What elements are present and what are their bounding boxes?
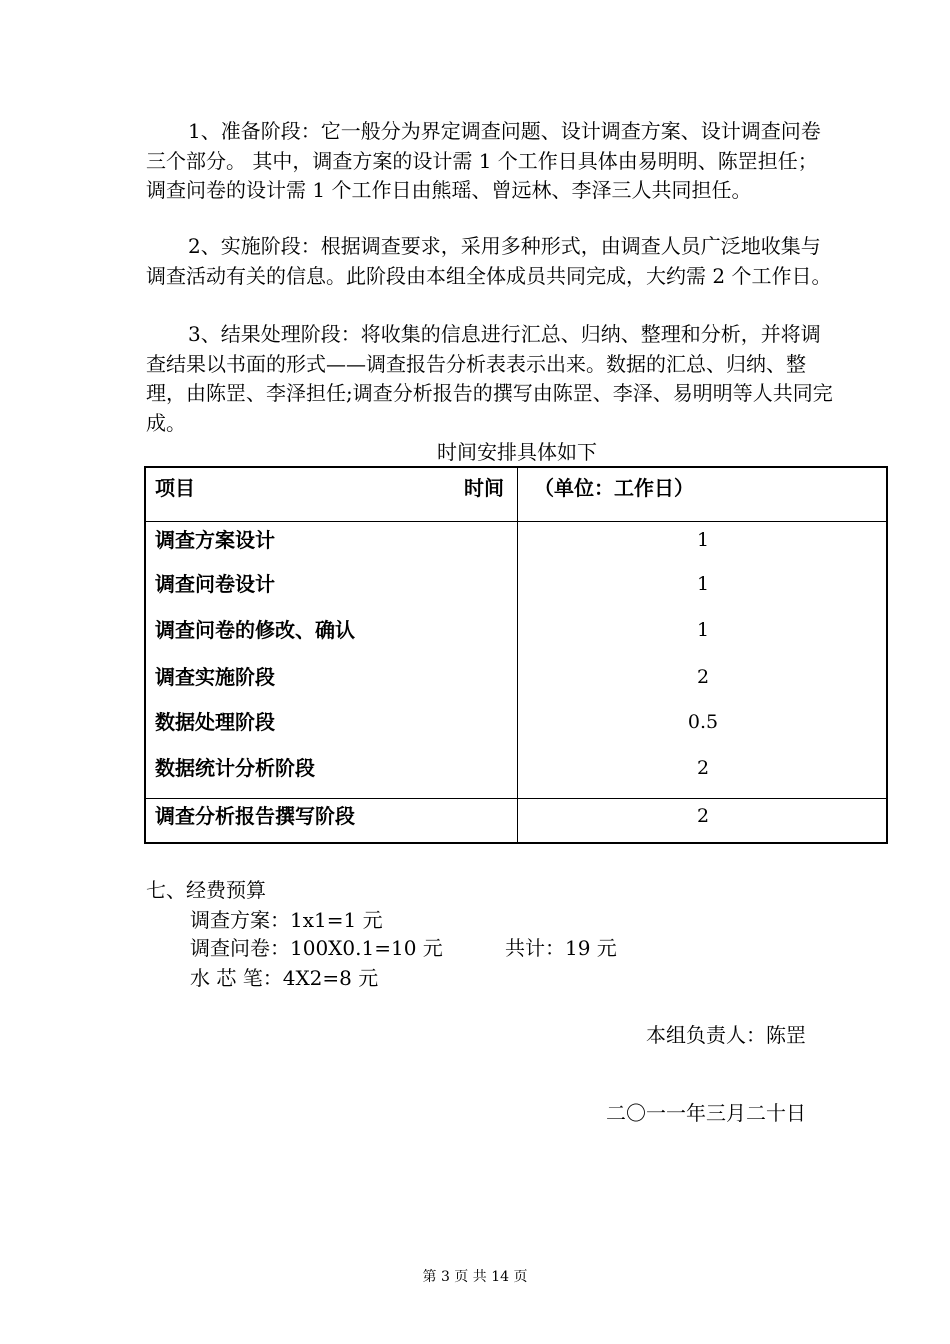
table-header-divider — [146, 521, 886, 522]
responsible-person: 本组负责人：陈罡 — [646, 1023, 806, 1047]
page-footer: 第 3 页 共 14 页 — [422, 1269, 528, 1285]
row-label-statistical-analysis: 数据统计分析阶段 — [155, 756, 315, 780]
budget-heading: 七、经费预算 — [146, 878, 266, 902]
budget-item-pens: 水 芯 笔：4X2=8 元 — [190, 966, 379, 990]
row-label-plan-design: 调查方案设计 — [155, 528, 275, 552]
row-label-report-writing: 调查分析报告撰写阶段 — [155, 804, 355, 828]
paragraph-preparation: 1、准备阶段：它一般分为界定调查问题、设计调查方案、设计调查问卷三个部分。 其中，调查方案的设计需 1 个工作日具体由易明明、陈罡担任；调查问卷的设计需 1 个工作日由熊瑶、曾远林、李泽三人共同担任。 — [146, 119, 821, 202]
signature-date: 二〇一一年三月二十日 — [606, 1101, 806, 1125]
row-value-data-processing: 0.5 — [687, 711, 719, 733]
table-last-row-divider — [146, 798, 886, 799]
schedule-table — [144, 466, 888, 844]
paragraph-implementation: 2、实施阶段：根据调查要求，采用多种形式，由调查人员广泛地收集与调查活动有关的信息。此阶段由本组全体成员共同完成，大约需 2 个工作日。 — [146, 234, 832, 288]
row-value-statistical-analysis: 2 — [696, 757, 710, 779]
budget-item-questionnaire: 调查问卷：100X0.1=10 元 — [190, 936, 443, 960]
budget-total: 共计：19 元 — [505, 936, 617, 960]
header-unit: （单位：工作日） — [534, 476, 694, 500]
row-label-implementation: 调查实施阶段 — [155, 665, 275, 689]
row-value-report-writing: 2 — [696, 805, 710, 827]
budget-item-plan: 调查方案：1x1=1 元 — [190, 908, 383, 932]
table-column-divider — [517, 468, 518, 842]
table-caption: 时间安排具体如下 — [437, 440, 597, 464]
row-value-implementation: 2 — [696, 666, 710, 688]
paragraph-result-processing: 3、结果处理阶段：将收集的信息进行汇总、归纳、整理和分析，并将调查结果以书面的形式——调查报告分析表表示出来。数据的汇总、归纳、整理，由陈罡、李泽担任;调查分析报告的撰写由陈罡、李泽、易明明等人共同完成。 — [146, 322, 833, 435]
header-time: 时间 — [464, 476, 504, 500]
header-item: 项目 — [155, 476, 195, 500]
row-label-questionnaire-revision: 调查问卷的修改、确认 — [155, 618, 355, 642]
row-label-data-processing: 数据处理阶段 — [155, 710, 275, 734]
row-value-questionnaire-design: 1 — [696, 573, 710, 595]
row-value-questionnaire-revision: 1 — [696, 619, 710, 641]
row-label-questionnaire-design: 调查问卷设计 — [155, 572, 275, 596]
row-value-plan-design: 1 — [696, 529, 710, 551]
